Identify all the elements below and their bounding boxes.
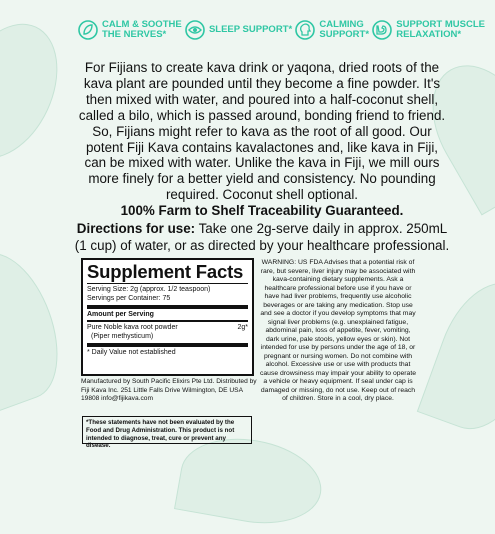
divider [87,320,248,322]
ingredient-latin-name: (Piper methysticum) [91,333,154,340]
intro-text [74,60,450,219]
badge-calming [295,6,369,54]
ingredient-amount: 2g* [237,324,248,331]
directions-for-use [74,221,450,254]
ingredient-name: Pure Noble kava root powder [87,324,178,331]
serving-size: Serving Size: 2g (approx. 1/2 teaspoon) [87,286,211,293]
divider-thick [87,305,248,309]
badge-calm [78,6,182,54]
badge-label: CALM & SOOTHE THE NERVES* [102,19,182,40]
divider [87,283,248,284]
leaf-icon [78,20,98,40]
benefit-badges [0,6,495,54]
directions-label: Directions for use: [76,221,196,236]
traceability-guarantee: 100% Farm to Shelf Traceability Guaranteed. [120,203,404,219]
badge-label: SLEEP SUPPORT* [208,24,293,35]
badge-label: CALMING SUPPORT* [319,19,370,40]
background-leaf [417,269,495,443]
flex-arm-icon [372,20,392,40]
supplement-facts-panel [81,258,254,376]
warning-text: WARNING: US FDA Advises that a potential risk of rare, but severe, liver injury may be associated with kava-containing dietary supplements. Ask a healthcare professional before use if you have or have had liver problems, frequently use alcoholic beverages or are taking any medication. Stop use and see a doctor if you develop symptoms that may signal liver problems (e.g. unexplained fatigue, abdominal pain, loss of appetite, fever, vomiting, dark urine, pale stools, yellow eyes or skin). Not intended for use by persons under the age of 18, or pregnant or nursing women. Do not combine with alcohol. Excessive use or use with products that cause drowsiness may impair your ability to operate a vehicle or heavy equipment. If seal under cap is damaged or missing, do not use. Keep out of reach of children. Store in a cool, dry place. [259,259,417,402]
fda-disclaimer: *These statements have not been evaluated by the Food and Drug Administration. This product is not intended to diagnose, treat, cure or prevent any disease. [82,416,252,444]
badge-label: SUPPORT MUSCLE RELAXATION* [396,19,485,40]
ingredient-row [87,323,248,332]
badge-muscle [372,6,485,54]
eye-icon [185,20,205,40]
background-leaf [0,241,76,412]
daily-value-footnote: * Daily Value not established [87,349,176,356]
supplement-facts-title: Supplement Facts [87,261,244,282]
directions-text: Take one 2g-serve daily in approx. 250mL (1 cup) of water, or as directed by your healthcare professional. [74,221,450,253]
background-leaf [174,428,328,533]
servings-per-container: Servings per Container: 75 [87,295,171,302]
head-icon [295,20,315,40]
divider-thick [87,343,248,347]
manufacturer-info: Manufactured by South Pacific Elixirs Pte Ltd. Distributed by Fiji Kava Inc. 251 Little Falls Drive Wilmington, DE USA 19808 info@fijikava.com [81,378,257,403]
intro-paragraph: For Fijians to create kava drink or yaqona, dried roots of the kava plant are pounded until they become a fine powder. It's then mixed with water, and poured into a half-coconut shell, called a bilo, which is passed around, bonding friend to friend. So, Fijians might refer to kava as the root of all good. Our potent Fiji Kava contains kavalactones and, like kava in Fiji, can be mixed with water. Unlike the kava in Fiji, we mill ours more finely for a better yield and consistency. No pounding required. Coconut shell optional. [78,60,446,203]
amount-per-serving: Amount per Serving [87,311,154,318]
badge-sleep [185,6,292,54]
